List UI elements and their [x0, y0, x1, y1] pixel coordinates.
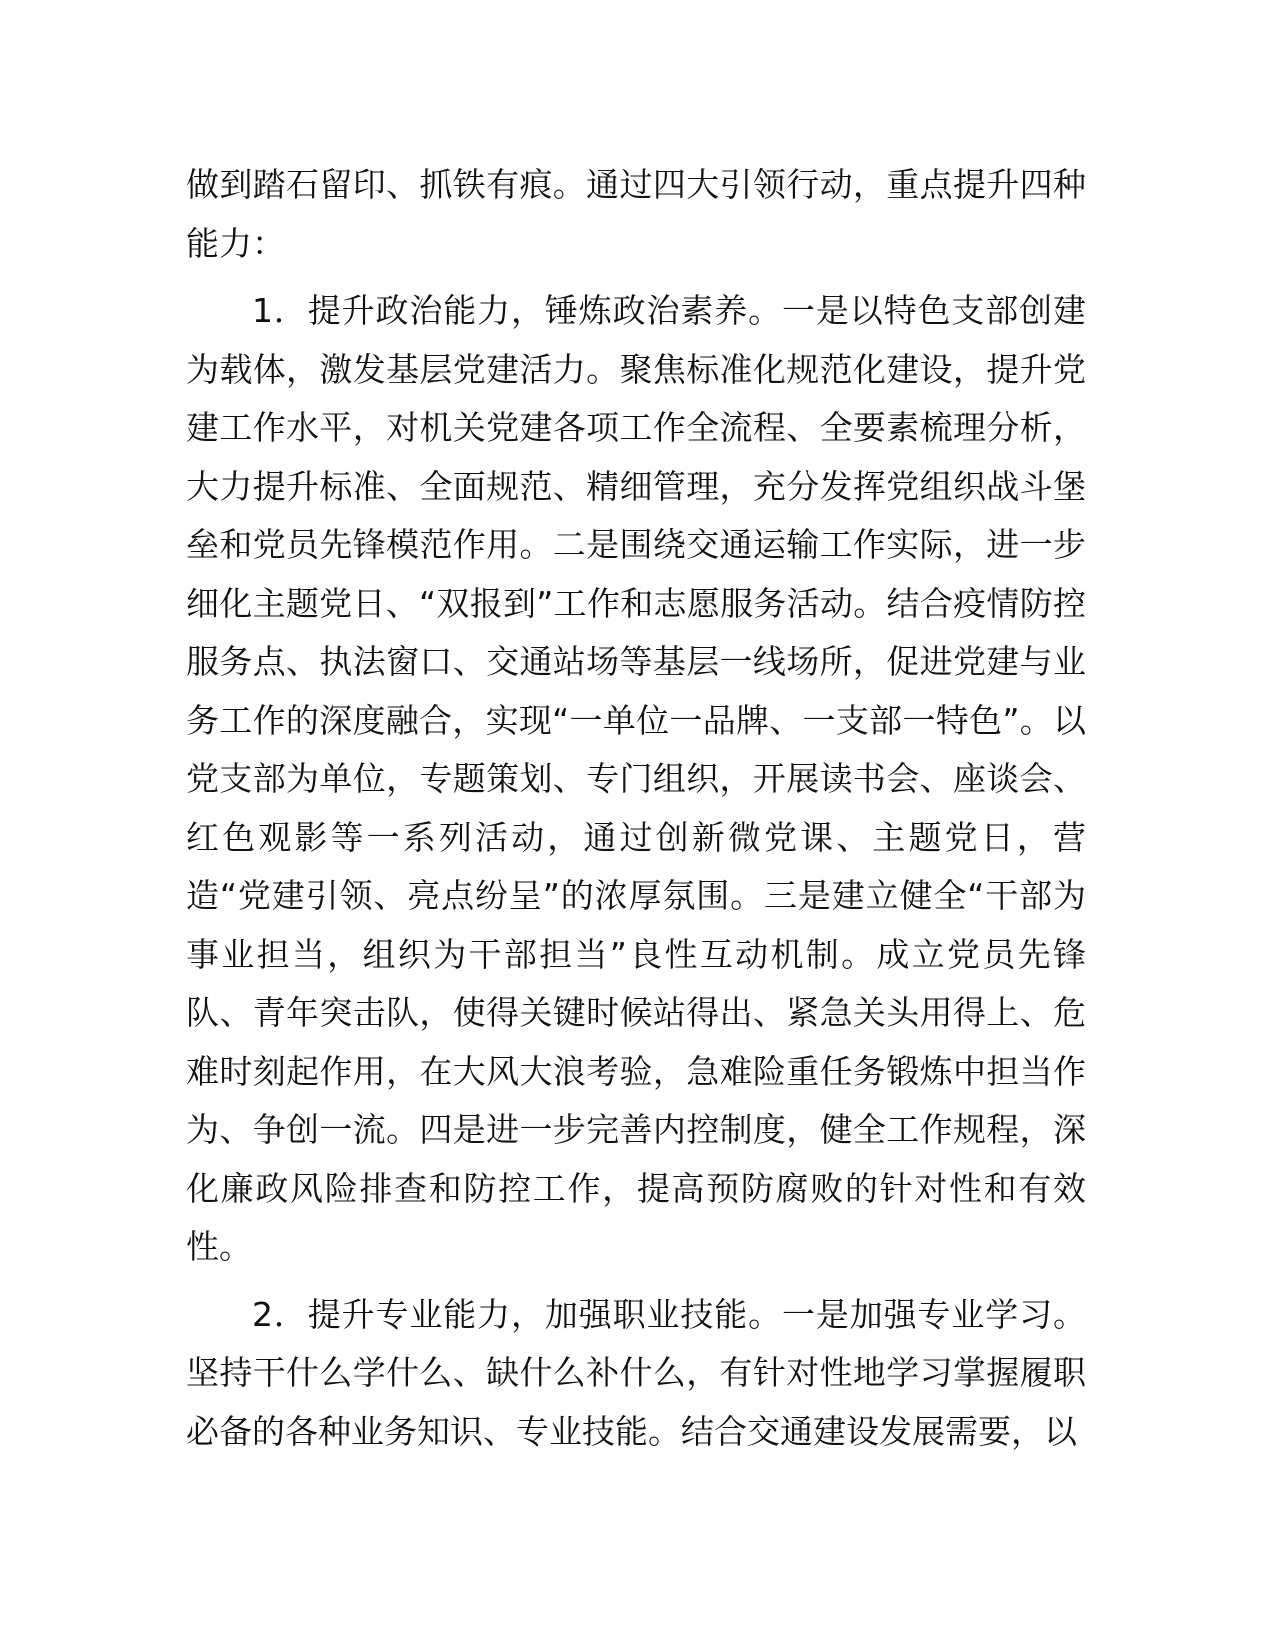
paragraph-professional-ability: 2．提升专业能力，加强职业技能。一是加强专业学习。坚持干什么学什么、缺什么补什么，有针对性地学习掌握履职必备的各种业务知识、专业技能。结合交通建设发展需要，以 [186, 1294, 1086, 1451]
paragraph-political-ability: 1．提升政治能力，锤炼政治素养。一是以特色支部创建为载体，激发基层党建活力。聚焦标准化规范化建设，提升党建工作水平，对机关党建各项工作全流程、全要素梳理分析，大力提升标准、全面规范、精细管理，充分发挥党组织战斗堡垒和党员先锋模范作用。二是围绕交通运输工作实际，进一步细化主题党日、“双报到”工作和志愿服务活动。结合疫情防控服务点、执法窗口、交通站场等基层一线场所，促进党建与业务工作的深度融合，实现“一单位一品牌、一支部一特色”。以党支部为单位，专题策划、专门组织，开展读书会、座谈会、红色观影等一系列活动，通过创新微党课、主题党日，营造“党建引领、亮点纷呈”的浓厚氛围。三是建立健全“干部为事业担当，组织为干部担当”良性互动机制。成立党员先锋队、青年突击队，使得关键时候站得出、紧急关头用得上、危难时刻起作用，在大风大浪考验，急难险重任务锻炼中担当作为、争创一流。四是进一步完善内控制度，健全工作规程，深化廉政风险排查和防控工作，提高预防腐败的针对性和有效性。 [186, 291, 1086, 1266]
paragraph-continuation: 做到踏石留印、抓铁有痕。通过四大引领行动，重点提升四种能力： [186, 165, 1086, 263]
document-body [186, 156, 1086, 1461]
